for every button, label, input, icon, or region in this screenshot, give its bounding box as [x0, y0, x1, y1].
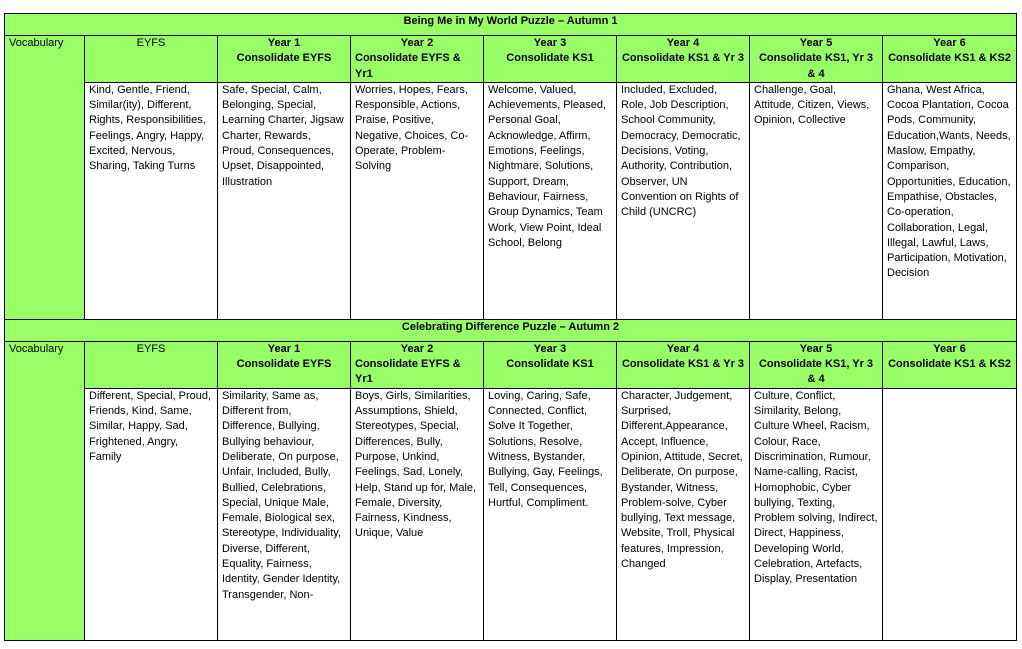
vocab-cell-year-2: Boys, Girls, Similarities, Assumptions, Shield, Stereotypes, Special, Differences, Bully, Purpose, Unkind, Feelings, Sad, Lonely, Help, Stand up for, Male, Female, Diversity, Fairness, Kindness, Unique, Value [351, 388, 484, 640]
vocab-cell-year-3: Welcome, Valued, Achievements, Pleased, Personal Goal, Acknowledge, Affirm, Emotions, Feelings, Nightmare, Solutions, Support, Dream, Behaviour, Fairness, Group Dynamics, Team Work, View Point, Ideal School, Belong [484, 82, 617, 319]
vocab-cell-year-3: Loving, Caring, Safe, Connected, Conflict, Solve It Together, Solutions, Resolve, Witness, Bystander, Bullying, Gay, Feelings, Tell, Consequences, Hurtful, Compliment. [484, 388, 617, 640]
column-header-year-2: Year 2 Consolidate EYFS & Yr1 [351, 341, 484, 388]
column-header-year-5: Year 5 Consolidate KS1, Yr 3 & 4 [750, 36, 883, 83]
column-header-year-3: Year 3 Consolidate KS1 [484, 341, 617, 388]
column-header-year-3: Year 3 Consolidate KS1 [484, 36, 617, 83]
column-header-year-1: Year 1 Consolidate EYFS [218, 36, 351, 83]
vocab-cell-year-6: Ghana, West Africa, Cocoa Plantation, Cocoa Pods, Community, Education,Wants, Needs, Maslow, Empathy, Comparison, Opportunities, Education, Empathise, Obstacles, Co-operation, Collaboration, Legal, Illegal, Lawful, Laws, Participation, Motivation, Decision [883, 82, 1017, 319]
vocab-cell-year-5: Challenge, Goal, Attitude, Citizen, Views, Opinion, Collective [750, 82, 883, 319]
column-header-eyfs: EYFS [85, 36, 218, 83]
column-header-eyfs: EYFS [85, 341, 218, 388]
vocab-cell-year-5: Culture, Conflict, Similarity, Belong, Culture Wheel, Racism, Colour, Race, Discrimination, Rumour, Name-calling, Racist, Homophobic, Cyber bullying, Texting, Problem solving, Indirect, Direct, Happiness, Developing World, Celebration, Artefacts, Display, Presentation [750, 388, 883, 640]
column-header-year-6: Year 6 Consolidate KS1 & KS2 [883, 341, 1017, 388]
row-label-vocabulary: Vocabulary [5, 36, 85, 320]
vocab-cell-year-6 [883, 388, 1017, 640]
column-header-year-2: Year 2 Consolidate EYFS & Yr1 [351, 36, 484, 83]
vocab-cell-year-1: Safe, Special, Calm, Belonging, Special, Learning Charter, Jigsaw Charter, Rewards, Proud, Consequences, Upset, Disappointed, Illustration [218, 82, 351, 319]
section-title-autumn-2: Celebrating Difference Puzzle – Autumn 2 [5, 319, 1017, 341]
vocab-cell-eyfs: Different, Special, Proud, Friends, Kind, Same, Similar, Happy, Sad, Frightened, Angry, Family [85, 388, 218, 640]
vocab-cell-eyfs: Kind, Gentle, Friend, Similar(ity), Different, Rights, Responsibilities, Feelings, Angry, Happy, Excited, Nervous, Sharing, Taking Turns [85, 82, 218, 319]
vocab-cell-year-2: Worries, Hopes, Fears, Responsible, Actions, Praise, Positive, Negative, Choices, Co-Operate, Problem-Solving [351, 82, 484, 319]
column-header-year-5: Year 5 Consolidate KS1, Yr 3 & 4 [750, 341, 883, 388]
section-title-autumn-1: Being Me in My World Puzzle – Autumn 1 [5, 14, 1017, 36]
vocab-cell-year-4: Included, Excluded, Role, Job Description, School Community, Democracy, Democratic, Decisions, Voting, Authority, Contribution, Observer, UN Convention on Rights of Child (UNCRC) [617, 82, 750, 319]
column-header-year-6: Year 6 Consolidate KS1 & KS2 [883, 36, 1017, 83]
puzzle-vocabulary-table [4, 13, 1017, 641]
column-header-year-4: Year 4 Consolidate KS1 & Yr 3 [617, 341, 750, 388]
row-label-vocabulary: Vocabulary [5, 341, 85, 640]
vocab-cell-year-4: Character, Judgement, Surprised, Different,Appearance, Accept, Influence, Opinion, Attitude, Secret, Deliberate, On purpose, Bystander, Witness, Problem-solve, Cyber bullying, Text message, Website, Troll, Physical features, Impression, Changed [617, 388, 750, 640]
column-header-year-4: Year 4 Consolidate KS1 & Yr 3 [617, 36, 750, 83]
column-header-year-1: Year 1 Consolidate EYFS [218, 341, 351, 388]
vocab-cell-year-1: Similarity, Same as, Different from, Difference, Bullying, Bullying behaviour, Deliberate, On purpose, Unfair, Included, Bully, Bullied, Celebrations, Special, Unique Male, Female, Biological sex, Stereotype, Individuality, Diverse, Different, Equality, Fairness, Identity, Gender Identity, Transgender, Non- [218, 388, 351, 640]
